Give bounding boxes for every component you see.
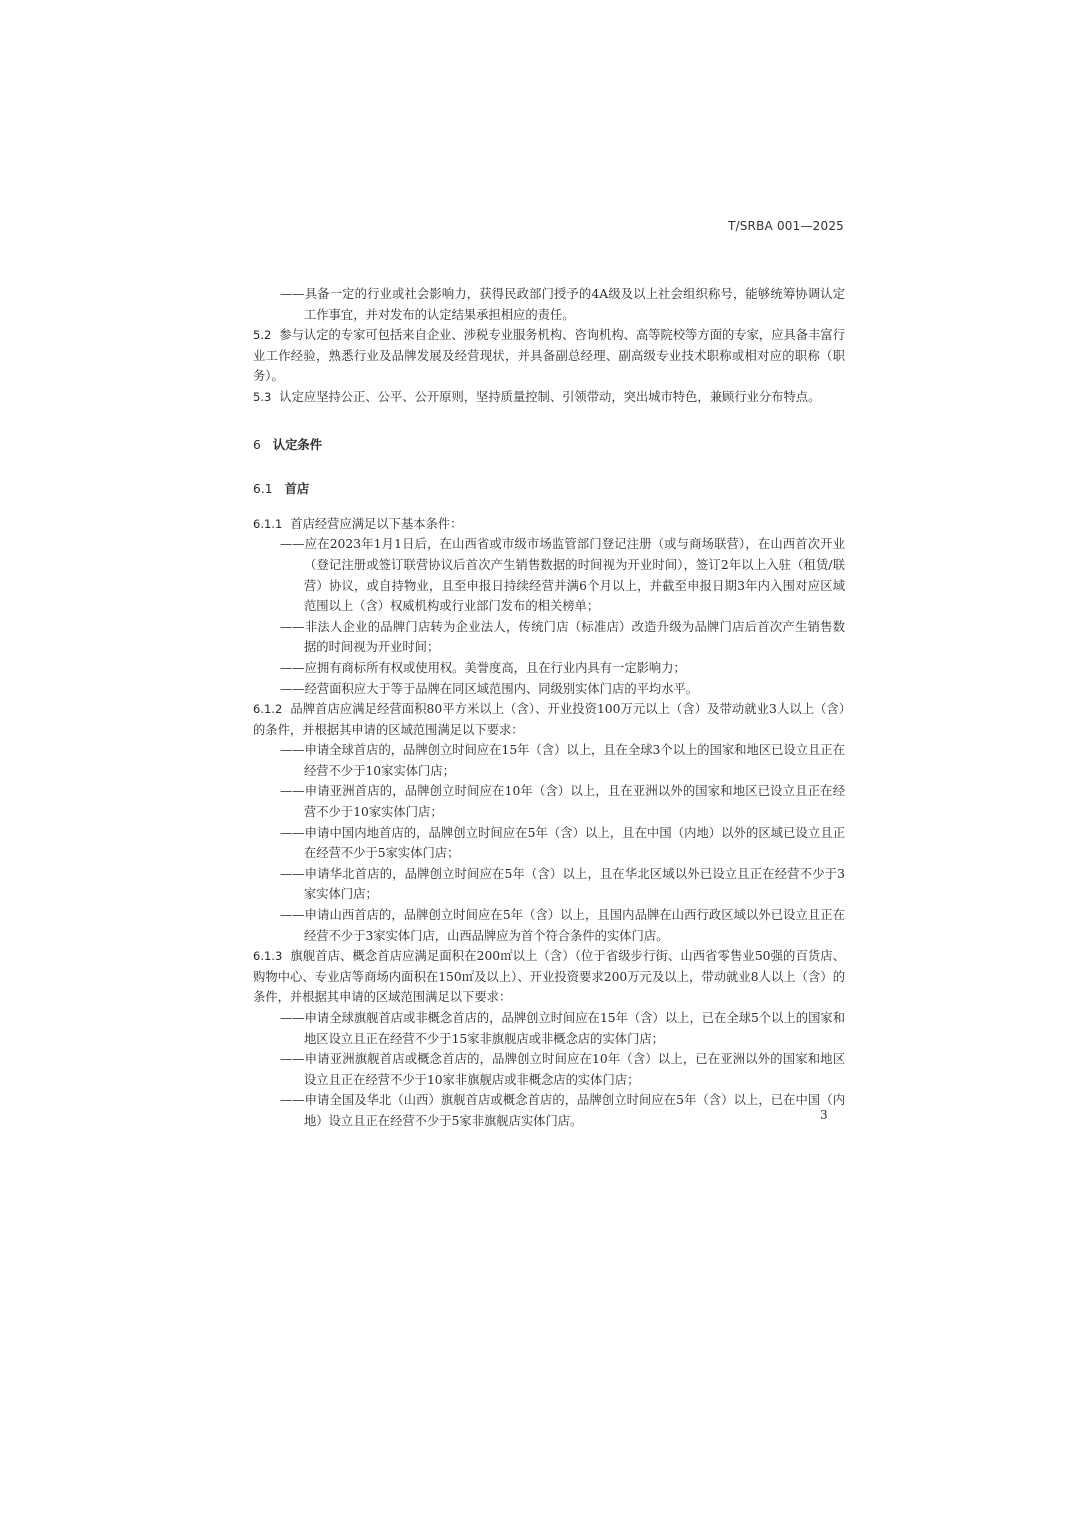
dash-item: ——申请中国内地首店的，品牌创立时间应在5年（含）以上，且在中国（内地）以外的区域已设立且正在经营不少于5家实体门店； — [280, 825, 845, 861]
dash-item: ——申请华北首店的，品牌创立时间应在5年（含）以上，且在华北区域以外已设立且正在经营不少于3家实体门店； — [280, 866, 845, 902]
section-number: 6.1 — [253, 482, 273, 497]
clause-text: 旗舰首店、概念首店应满足面积在200㎡以上（含）（位于省级步行街、山西省零售业50强的百货店、购物中心、专业店等商场内面积在150㎡及以上）、开业投资要求200万元及以上，带动就业8人以上（含）的条件，并根据其申请的区域范围满足以下要求： — [253, 949, 845, 1005]
clause-6-1-2 — [253, 699, 845, 740]
clause-number: 5.2 — [253, 328, 272, 343]
clause-5-2 — [253, 325, 845, 387]
clause-text: 品牌首店应满足经营面积80平方米以上（含）、开业投资100万元以上（含）及带动就业3人以上（含）的条件，并根据其申请的区域范围满足以下要求： — [253, 702, 845, 737]
dash-item: ——申请山西首店的，品牌创立时间应在5年（含）以上，且国内品牌在山西行政区域以外已设立且正在经营不少于3家实体门店，山西品牌应为首个符合条件的实体门店。 — [280, 908, 845, 943]
clause-text: 参与认定的专家可包括来自企业、涉税专业服务机构、咨询机构、高等院校等方面的专家，应具备丰富行业工作经验，熟悉行业及品牌发展及经营现状，并具备副总经理、副高级专业技术职称或相对应的职称（职务）。 — [253, 328, 845, 384]
clause-number: 6.1.2 — [253, 702, 283, 717]
clause-number: 6.1.1 — [253, 516, 283, 531]
section-heading-6 — [253, 435, 845, 456]
clause-number: 5.3 — [253, 389, 272, 404]
dash-item: ——申请全球首店的，品牌创立时间应在15年（含）以上，且在全球3个以上的国家和地区已设立且正在经营不少于10家实体门店； — [280, 743, 845, 778]
clause-text: 首店经营应满足以下基本条件： — [290, 516, 463, 531]
clause-6-1-1 — [253, 514, 845, 535]
clause-6-1-3 — [253, 946, 845, 1008]
section-title: 认定条件 — [272, 437, 323, 452]
clause-number: 6.1.3 — [253, 949, 283, 964]
clause-5-3 — [253, 387, 845, 408]
section-number: 6 — [253, 437, 261, 452]
section-heading-6-1 — [253, 479, 845, 500]
dash-item: ——申请全球旗舰首店或非概念首店的，品牌创立时间应在15年（含）以上，已在全球5个以上的国家和地区设立且正在经营不少于15家非旗舰店或非概念店的实体门店； — [280, 1011, 845, 1046]
dash-item: ——具备一定的行业或社会影响力，获得民政部门授予的4A级及以上社会组织称号，能够统筹协调认定工作事宜，并对发布的认定结果承担相应的责任。 — [280, 287, 845, 322]
section-title: 首店 — [284, 482, 310, 497]
standard-code: T/SRBA 001—2025 — [727, 219, 844, 233]
document-body — [253, 284, 845, 1132]
dash-item: ——申请亚洲首店的，品牌创立时间应在10年（含）以上，且在亚洲以外的国家和地区已设立且正在经营不少于10家实体门店； — [280, 784, 845, 820]
dash-item: ——申请全国及华北（山西）旗舰首店或概念首店的，品牌创立时间应在5年（含）以上，已在中国（内地）设立且正在经营不少于5家非旗舰店实体门店。 — [280, 1093, 845, 1128]
dash-item: ——经营面积应大于等于品牌在同区域范围内、同级别实体门店的平均水平。 — [280, 681, 699, 696]
page-number: 3 — [820, 1108, 828, 1122]
dash-item: ——应拥有商标所有权或使用权。美誉度高，且在行业内具有一定影响力； — [280, 660, 686, 675]
clause-text: 认定应坚持公正、公平、公开原则，坚持质量控制、引领带动，突出城市特色，兼顾行业分布特点。 — [279, 389, 821, 404]
dash-item: ——非法人企业的品牌门店转为企业法人，传统门店（标准店）改造升级为品牌门店后首次产生销售数据的时间视为开业时间； — [280, 619, 845, 655]
dash-item: ——申请亚洲旗舰首店或概念首店的，品牌创立时间应在10年（含）以上，已在亚洲以外的国家和地区设立且正在经营不少于10家非旗舰店或非概念店的实体门店； — [280, 1052, 845, 1087]
dash-item: ——应在2023年1月1日后，在山西省或市级市场监管部门登记注册（或与商场联营），在山西首次开业（登记注册或签订联营协议后首次产生销售数据的时间视为开业时间），签订2年以上入驻（租赁/联营）协议，或自持物业，且至申报日持续经营并满6个月以上，并截至申报日期3年内入围对应区域范围以上（含）权威机构或行业部门发布的相关榜单； — [280, 537, 845, 614]
